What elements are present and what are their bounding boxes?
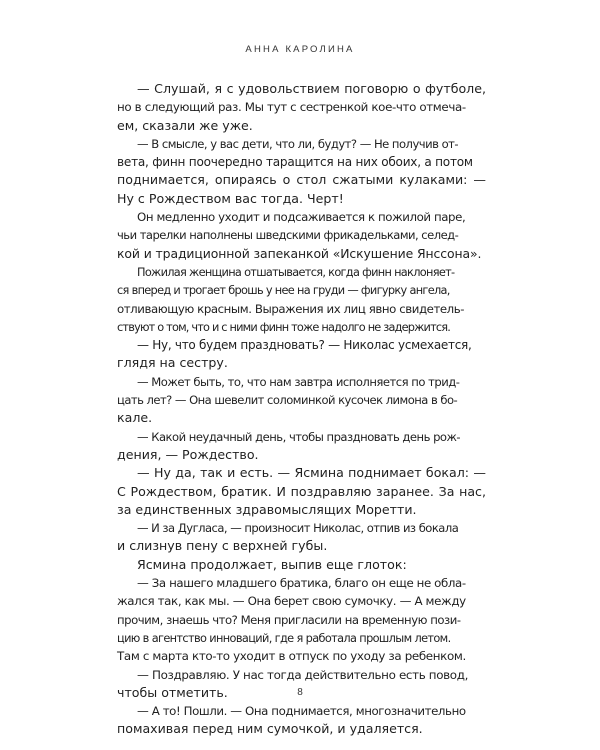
text-line: но в следующий раз. Мы тут с сестренкой кое-что отмеча- [117, 100, 466, 115]
text-line: цать лет? — Она шевелит соломинкой кусочек лимона в бо- [117, 393, 458, 408]
text-line: ствуют о том, что и с ними финн тоже надолго не задержится. [117, 319, 451, 334]
text-line: Ясмина продолжает, выпив еще глоток: [137, 556, 407, 572]
text-line: чтобы отметить. [117, 684, 228, 700]
text-line: помахивая перед ним сумочкой, и удаляется. [117, 721, 423, 737]
text-line: — Какой неудачный день, чтобы праздновать день рож- [137, 429, 461, 444]
text-line: ся вперед и трогает брошь у нее на груди — фигурку ангела, [117, 283, 450, 298]
text-line: — Ну, что будем праздновать? — Николас усмехается, [137, 338, 472, 353]
text-line: за единственных здравомыслящих Моретти. [117, 501, 417, 517]
text-line: жался так, как мы. — Она берет свою сумочку. — А между [117, 594, 466, 609]
text-line: — В смысле, у вас дети, что ли, будут? — Не получив от- [137, 136, 459, 151]
text-line: цию в агентство инноваций, где я работала прошлым летом. [117, 630, 451, 645]
text-line: — Слушай, я с удовольствием поговорю о футболе, [137, 81, 486, 96]
text-line: — За нашего младшего братика, благо он еще не обла- [137, 576, 466, 591]
text-line: поднимается, опираясь о стол сжатыми кулаками: — [117, 172, 486, 188]
text-line: глядя на сестру. [117, 355, 228, 371]
text-line: ем, сказали же уже. [117, 117, 253, 133]
text-line: вета, финн поочередно таращится на них обоих, а потом [117, 155, 473, 170]
text-line: Он медленно уходит и подсаживается к пожилой паре, [137, 210, 466, 225]
text-line: — Поздравляю. У нас тогда действительно есть повод, [137, 667, 469, 682]
text-line: кале. [117, 410, 153, 426]
text-line: Там с марта кто-то уходит в отпуск по уходу за ребенком. [117, 649, 466, 664]
running-header: АННА КАРОЛИНА [245, 44, 355, 55]
text-line: и слизнув пену с верхней губы. [117, 538, 328, 554]
page-number: 8 [297, 687, 303, 698]
text-line: С Рождеством, братик. И поздравляю заранее. За нас, [117, 483, 486, 499]
text-line: Ну с Рождеством вас тогда. Черт! [117, 190, 344, 206]
text-line: — Может быть, то, что нам завтра исполняется по трид- [137, 374, 460, 389]
body-text [117, 80, 486, 739]
text-line: Пожилая женщина отшатывается, когда финн наклоняет- [137, 264, 455, 279]
text-line: — И за Дугласа, — произносит Николас, отпив из бокала [137, 521, 459, 536]
text-line: отливающую красным. Выражения их лиц явно свидетель- [117, 301, 465, 316]
text-line: кой и традиционной запеканкой «Искушение Янссона». [117, 245, 482, 261]
text-line: — Ну да, так и есть. — Ясмина поднимает бокал: — [137, 465, 486, 481]
text-line: прочим, знаешь что? Меня пригласили на временную пози- [117, 612, 461, 627]
text-line: дения, — Рождество. [117, 446, 259, 462]
text-line: чьи тарелки наполнены шведскими фрикадельками, селед- [117, 228, 459, 243]
text-line: — А то! Пошли. — Она поднимается, многозначительно [137, 704, 466, 719]
